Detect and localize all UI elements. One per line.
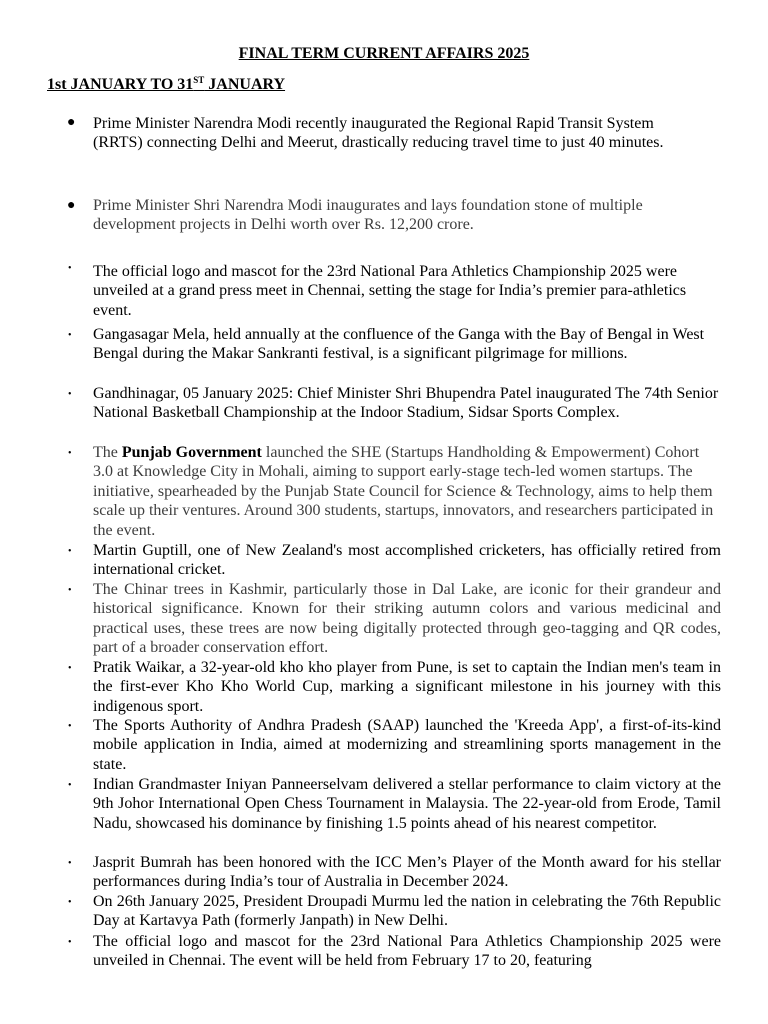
news-item-basketball: Gandhinagar, 05 January 2025: Chief Minister Shri Bhupendra Patel inaugurated The 74th Senior National Basketball Championship at the Indoor Stadium, Sidsar Sports Complex. [93, 385, 719, 422]
bullet-icon: • [68, 389, 72, 400]
bullet-icon: ● [67, 198, 76, 213]
news-item-para-athletics-dates: The official logo and mascot for the 23rd National Para Athletics Championship 2025 were unveiled in Chennai. The event will be held from February 17 to 20, featuring [93, 933, 721, 970]
news-item-kreeda-app: The Sports Authority of Andhra Pradesh (SAAP) launched the 'Kreeda App', a first-of-its-kind mobile application in India, aimed at modernizing and streamlining sports management in the state. [93, 717, 721, 773]
date-range-heading [47, 75, 285, 95]
news-item-bumrah: Jasprit Bumrah has been honored with the ICC Men’s Player of the Month award for his stellar performances during India’s tour of Australia in December 2024. [93, 854, 721, 891]
news-item-kho-kho: Pratik Waikar, a 32-year-old kho kho player from Pune, is set to captain the Indian men's team in the first-ever Kho Kho World Cup, marking a significant milestone in his journey with this indigenous sport. [93, 659, 721, 715]
bullet-icon: • [68, 937, 72, 948]
punjab-government-bold: Punjab Government [121, 444, 262, 461]
news-item-chinar: The Chinar trees in Kashmir, particularly those in Dal Lake, are iconic for their grandeur and historical significance. Known for their striking autumn colors and various medicinal and practical uses, these trees are now being digitally protected through geo-tagging and QR codes, part of a broader conservation effort. [93, 581, 721, 657]
bullet-icon: • [68, 858, 72, 869]
bullet-icon: • [68, 780, 72, 791]
news-item-para-athletics: The official logo and mascot for the 23rd National Para Athletics Championship 2025 were unveiled at a grand press meet in Chennai, setting the stage for India’s premier para-athletics event. [93, 263, 687, 319]
bullet-icon: • [68, 546, 72, 557]
news-item-rrts: Prime Minister Narendra Modi recently inaugurated the Regional Rapid Transit System (RRTS) connecting Delhi and Meerut, drastically reducing travel time to just 40 minutes. [93, 115, 664, 152]
news-item-gangasagar: Gangasagar Mela, held annually at the confluence of the Ganga with the Bay of Bengal in West Bengal during the Makar Sankranti festival, is a significant pilgrimage for millions. [93, 326, 705, 363]
bullet-icon: • [68, 663, 72, 674]
she-cohort-prefix: The [93, 444, 122, 461]
bullet-icon: ● [67, 115, 76, 130]
bullet-icon: • [68, 448, 72, 459]
date-range-superscript: ST [193, 75, 205, 85]
bullet-icon: • [68, 330, 72, 341]
document-title: FINAL TERM CURRENT AFFAIRS 2025 [238, 45, 530, 62]
bullet-icon: • [68, 721, 72, 732]
date-range-suffix: JANUARY [204, 76, 286, 93]
news-item-guptill: Martin Guptill, one of New Zealand's most accomplished cricketers, has officially retired from international cricket. [93, 542, 721, 579]
date-range-prefix: 1st JANUARY TO 31 [47, 76, 194, 93]
bullet-icon: • [68, 897, 72, 908]
bullet-icon: • [68, 263, 72, 274]
news-item-she-cohort [93, 443, 721, 540]
she-cohort-text: launched the SHE (Startups Handholding & Empowerment) Cohort 3.0 at Knowledge City in Mohali, aiming to support early-stage tech-led women startups. The initiative, spearheaded by the Punjab State Council for Science & Technology, aims to help them scale up their ventures. Around 300 students, startups, innovators, and researchers participated in the event. [93, 444, 714, 539]
news-item-republic-day: On 26th January 2025, President Droupadi Murmu led the nation in celebrating the 76th Republic Day at Kartavya Path (formerly Janpath) in New Delhi. [93, 893, 721, 930]
bullet-icon: • [68, 585, 72, 596]
news-item-delhi-projects: Prime Minister Shri Narendra Modi inaugurates and lays foundation stone of multiple development projects in Delhi worth over Rs. 12,200 crore. [93, 197, 643, 234]
news-item-chess: Indian Grandmaster Iniyan Panneerselvam delivered a stellar performance to claim victory at the 9th Johor International Open Chess Tournament in Malaysia. The 22-year-old from Erode, Tamil Nadu, showcased his dominance by finishing 1.5 points ahead of his nearest competitor. [93, 776, 721, 832]
